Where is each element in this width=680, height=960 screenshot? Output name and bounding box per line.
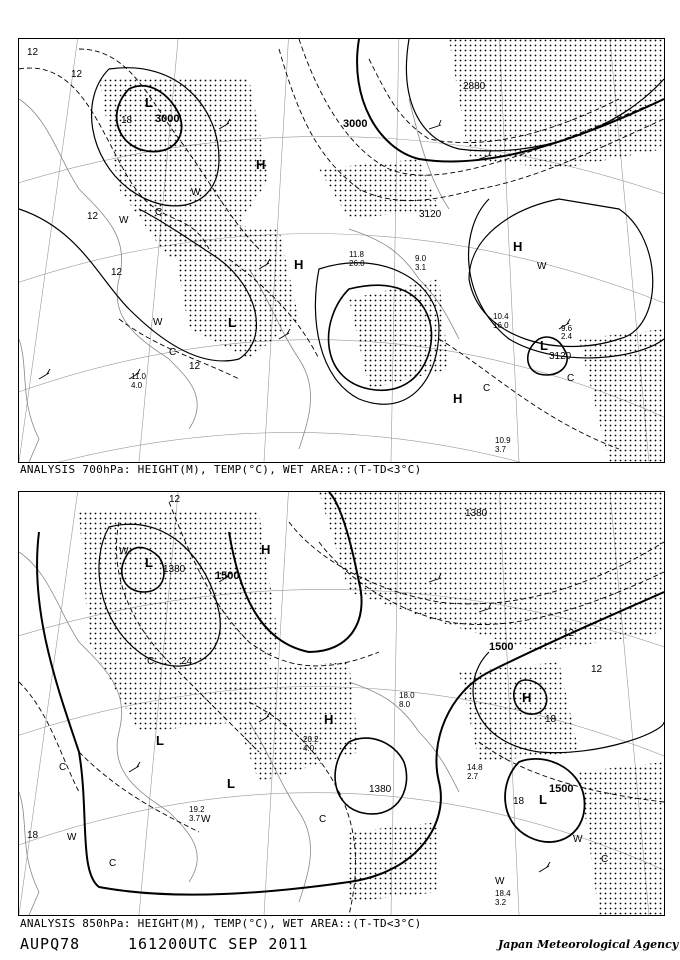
station-temp: 11.8 bbox=[349, 250, 364, 259]
low-center: L bbox=[145, 555, 153, 570]
station-dewpoint: 3.1 bbox=[415, 263, 427, 272]
cold-mark: C bbox=[155, 207, 163, 218]
temp-label: 12 bbox=[591, 664, 603, 675]
low-center: L bbox=[227, 776, 235, 791]
caption-700hpa: ANALYSIS 700hPa: HEIGHT(M), TEMP(°C), WET AREA::(T-TD<3°C) bbox=[20, 463, 422, 476]
temp-label: 18 bbox=[545, 714, 557, 725]
cold-mark: C bbox=[147, 656, 155, 667]
warm-mark: W bbox=[495, 876, 505, 887]
temp-label: 12 bbox=[27, 47, 39, 58]
station-temp: 18.0 bbox=[399, 691, 415, 700]
map-panel-850hpa bbox=[18, 491, 665, 916]
height-label: 1500 bbox=[549, 783, 574, 795]
cold-mark: C bbox=[483, 383, 491, 394]
station-temp: 9.6 bbox=[561, 324, 573, 333]
station-dewpoint: 16.0 bbox=[493, 321, 509, 330]
low-center: L bbox=[156, 733, 164, 748]
cold-mark: C bbox=[601, 854, 609, 865]
high-center: H bbox=[261, 542, 271, 557]
warm-mark: W bbox=[191, 187, 201, 198]
high-center: H bbox=[453, 391, 463, 406]
warm-mark: W bbox=[119, 546, 129, 557]
station-dewpoint: 2.4 bbox=[561, 332, 573, 341]
station-temp: 11.0 bbox=[131, 372, 146, 381]
wet-area bbox=[79, 492, 664, 915]
warm-mark: W bbox=[153, 317, 163, 328]
station-temp: 20.2 bbox=[303, 735, 319, 744]
map-panel-700hpa bbox=[18, 38, 665, 463]
wet-area bbox=[99, 39, 664, 462]
temp-label: 18 bbox=[513, 796, 525, 807]
warm-mark: W bbox=[119, 215, 129, 226]
analysis-time: 161200UTC SEP 2011 bbox=[128, 935, 309, 953]
station-dewpoint: 26.0 bbox=[349, 259, 365, 268]
high-center: H bbox=[513, 239, 523, 254]
station-dewpoint: 4.0 bbox=[303, 744, 315, 753]
agency-credit: Japan Meteorological Agency bbox=[498, 938, 679, 951]
height-label: 1500 bbox=[215, 570, 240, 582]
station-dewpoint: 8.0 bbox=[399, 700, 411, 709]
cold-mark: C bbox=[109, 858, 117, 869]
warm-mark: W bbox=[537, 261, 547, 272]
station-temp: 14.8 bbox=[467, 763, 483, 772]
height-label: 3000 bbox=[343, 118, 368, 130]
height-label: 3000 bbox=[155, 113, 180, 125]
high-center: H bbox=[294, 257, 304, 272]
temp-label: 12 bbox=[71, 69, 83, 80]
station-temp: 18.4 bbox=[495, 889, 511, 898]
station-temp: 10.4 bbox=[493, 312, 509, 321]
height-label: 1380 bbox=[465, 508, 488, 519]
temp-label: 12 bbox=[563, 628, 575, 639]
chart-850hpa bbox=[19, 492, 664, 915]
chart-700hpa bbox=[19, 39, 664, 462]
station-temp: 9.0 bbox=[415, 254, 427, 263]
low-center: L bbox=[145, 95, 153, 110]
temp-label: 12 bbox=[189, 361, 201, 372]
cold-mark: C bbox=[567, 373, 575, 384]
height-label: 2880 bbox=[463, 81, 486, 92]
low-center: L bbox=[228, 315, 236, 330]
warm-mark: W bbox=[67, 832, 77, 843]
caption-850hpa: ANALYSIS 850hPa: HEIGHT(M), TEMP(°C), WET AREA::(T-TD<3°C) bbox=[20, 917, 422, 930]
temp-label: 12 bbox=[169, 494, 181, 505]
warm-mark: W bbox=[201, 814, 211, 825]
station-dewpoint: 2.7 bbox=[467, 772, 479, 781]
height-label: 1380 bbox=[163, 564, 186, 575]
station-dewpoint: 4.0 bbox=[131, 381, 143, 390]
chart-code: AUPQ78 bbox=[20, 935, 81, 953]
high-center: H bbox=[522, 690, 532, 705]
temp-label: 18 bbox=[121, 115, 133, 126]
temp-label: 12 bbox=[87, 211, 99, 222]
station-dewpoint: 3.7 bbox=[189, 814, 201, 823]
station-temp: 19.2 bbox=[189, 805, 205, 814]
height-label: 1380 bbox=[369, 784, 392, 795]
temp-label: 24 bbox=[181, 656, 193, 667]
cold-mark: C bbox=[319, 814, 327, 825]
height-label: 3120 bbox=[419, 209, 442, 220]
high-center: H bbox=[324, 712, 334, 727]
low-center: L bbox=[539, 792, 547, 807]
cold-mark: C bbox=[59, 762, 67, 773]
station-dewpoint: 3.7 bbox=[495, 445, 507, 454]
low-center: L bbox=[540, 338, 548, 353]
height-label: 3120 bbox=[549, 351, 572, 362]
warm-mark: W bbox=[573, 834, 583, 845]
temp-label: 12 bbox=[111, 267, 123, 278]
height-label: 1500 bbox=[489, 641, 514, 653]
cold-mark: C bbox=[169, 347, 177, 358]
station-dewpoint: 3.2 bbox=[495, 898, 507, 907]
high-center: H bbox=[256, 157, 266, 172]
temp-label: 18 bbox=[27, 830, 39, 841]
station-temp: 10.9 bbox=[495, 436, 511, 445]
